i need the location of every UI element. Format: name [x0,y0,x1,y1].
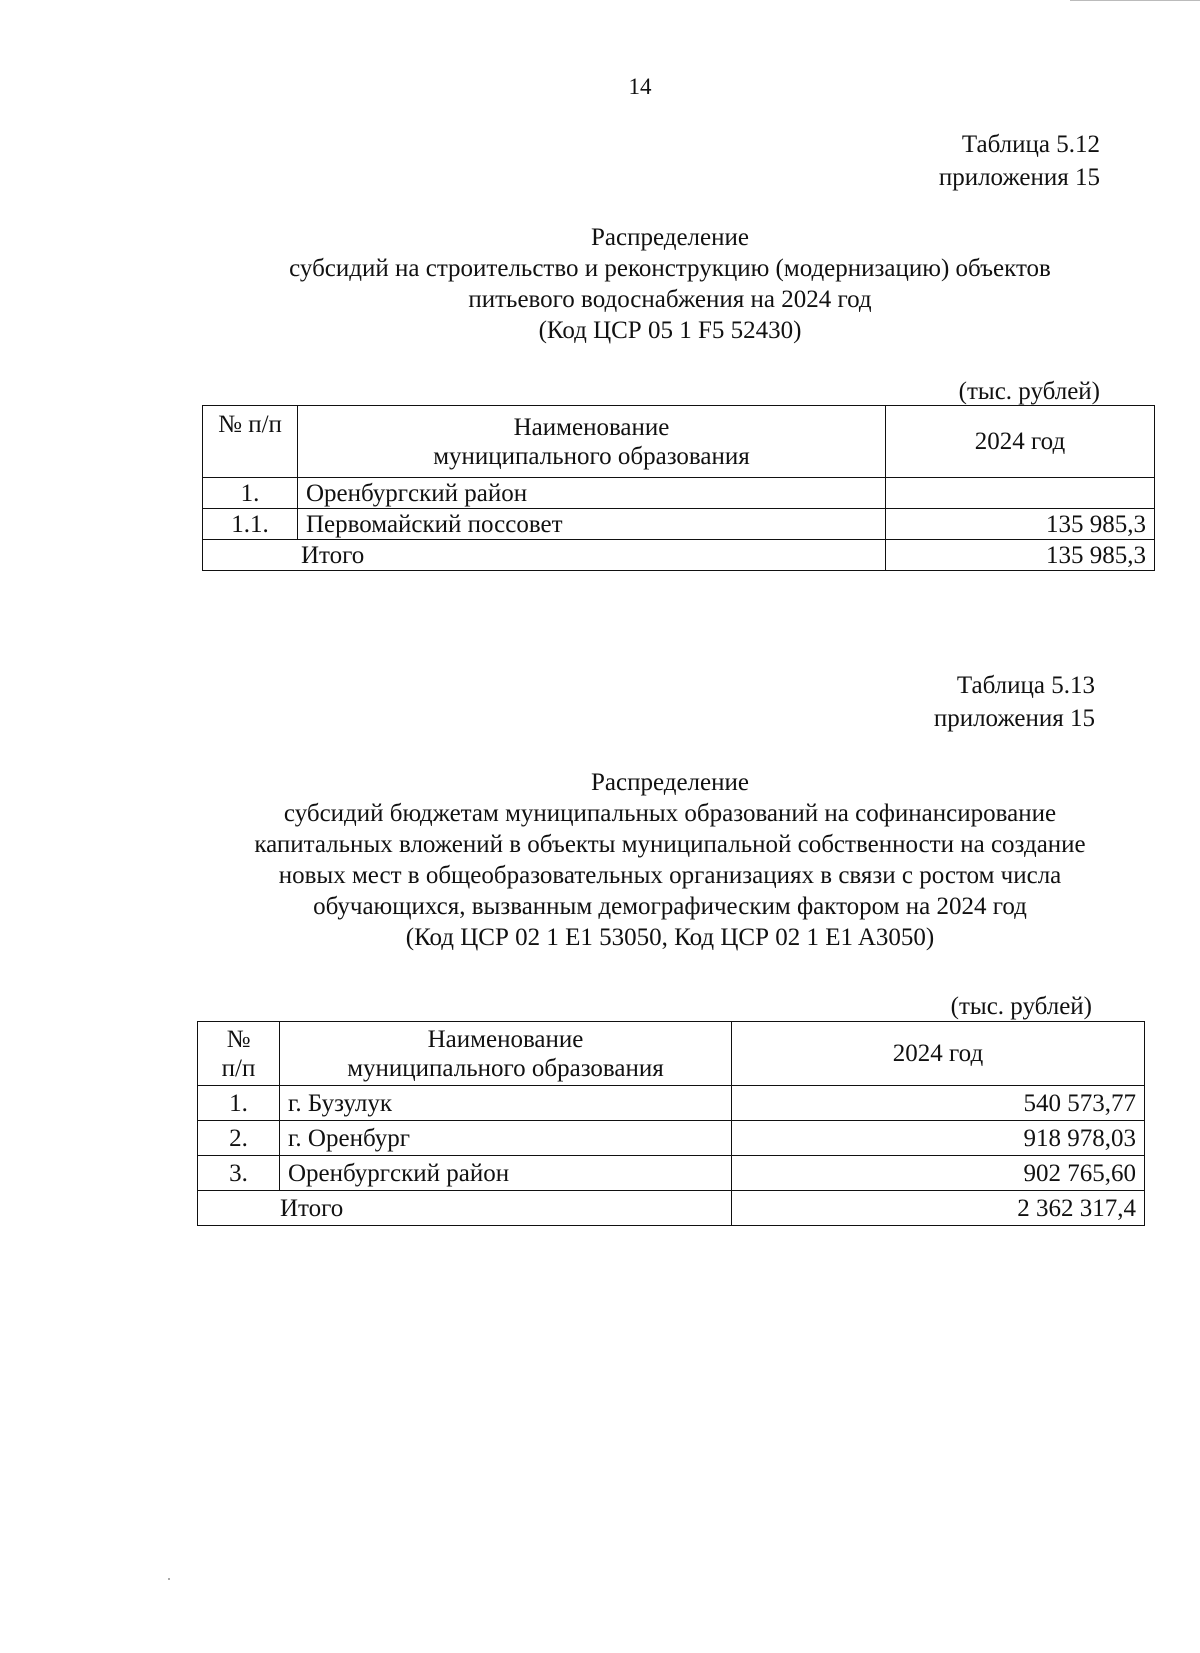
table2-row-value: 918 978,03 [732,1121,1145,1156]
table-row [198,1121,1145,1156]
table1-header-num: № п/п [203,406,298,478]
table1-row-name: Первомайский поссовет [298,509,886,540]
table2-title-line: (Код ЦСР 02 1 E1 53050, Код ЦСР 02 1 E1 A3050) [405,924,935,951]
table2-header-num-line2: п/п [221,1054,256,1082]
table2-ref-appendix: приложения 15 [933,705,1095,732]
table2-title-line: капитальных вложений в объекты муниципальной собственности на создание [254,831,1086,858]
table1-title-line: субсидий на строительство и реконструкцию (модернизацию) объектов [289,255,1051,282]
table1-units: (тыс. рублей) [958,378,1100,405]
table-row [198,1156,1145,1191]
table1-title-line: (Код ЦСР 05 1 F5 52430) [538,317,802,344]
table1-reference [939,128,1100,194]
table2-total-row [198,1191,1145,1226]
table-row [203,478,1155,509]
table2-row-value: 902 765,60 [732,1156,1145,1191]
table2-row-name: Оренбургский район [280,1156,732,1191]
table1-distribution [202,405,1155,571]
table1-row-num: 1.1. [203,509,298,540]
table2-header-num-line1: № [226,1025,251,1053]
table1-total-value: 135 985,3 [886,540,1155,571]
table2-header-name [280,1022,732,1086]
table1-row-num: 1. [203,478,298,509]
table1-header-name-line1: Наименование [513,413,670,441]
table1-total-row [203,540,1155,571]
table2-header-name-line2: муниципального образования [347,1054,664,1082]
table2-header-year: 2024 год [732,1022,1145,1086]
table2-ref-number: Таблица 5.13 [956,672,1095,699]
table2-row-num: 1. [198,1086,280,1121]
table2-title [140,767,1200,953]
table2-total-label: Итого [198,1191,732,1226]
table2-title-line: обучающихся, вызванным демографическим фактором на 2024 год [313,893,1027,920]
table2-distribution [197,1021,1145,1226]
table2-row-name: г. Оренбург [280,1121,732,1156]
table2-header-row [198,1022,1145,1086]
table1-ref-number: Таблица 5.12 [961,131,1100,158]
table2-total-value: 2 362 317,4 [732,1191,1145,1226]
table2-row-value: 540 573,77 [732,1086,1145,1121]
table2-header-name-line1: Наименование [427,1025,584,1053]
table1-header-name [298,406,886,478]
table2-row-num: 2. [198,1121,280,1156]
table1-title-line: питьевого водоснабжения на 2024 год [468,286,872,313]
table1-ref-appendix: приложения 15 [938,164,1100,191]
table2-title-line: субсидий бюджетам муниципальных образований на софинансирование [283,800,1057,827]
table1-title [140,222,1200,346]
table1-title-line: Распределение [591,224,749,251]
table2-title-line: Распределение [591,769,749,796]
table1-header-row [203,406,1155,478]
scan-speck [168,1578,170,1580]
table2-row-name: г. Бузулук [280,1086,732,1121]
table1-row-name: Оренбургский район [298,478,886,509]
scan-edge-line [1070,0,1200,1]
table-row [198,1086,1145,1121]
table1-row-value: 135 985,3 [886,509,1155,540]
table2-reference [934,669,1095,735]
table1-header-name-line2: муниципального образования [433,442,750,470]
table2-units: (тыс. рублей) [950,993,1092,1020]
table2-row-num: 3. [198,1156,280,1191]
page-number: 14 [628,74,652,99]
table-row [203,509,1155,540]
table2-title-line: новых мест в общеобразовательных организациях в связи с ростом числа [278,862,1062,889]
table1-total-label: Итого [203,540,886,571]
table2-header-num [198,1022,280,1086]
table1-header-year: 2024 год [886,406,1155,478]
table1-row-value [886,478,1155,509]
